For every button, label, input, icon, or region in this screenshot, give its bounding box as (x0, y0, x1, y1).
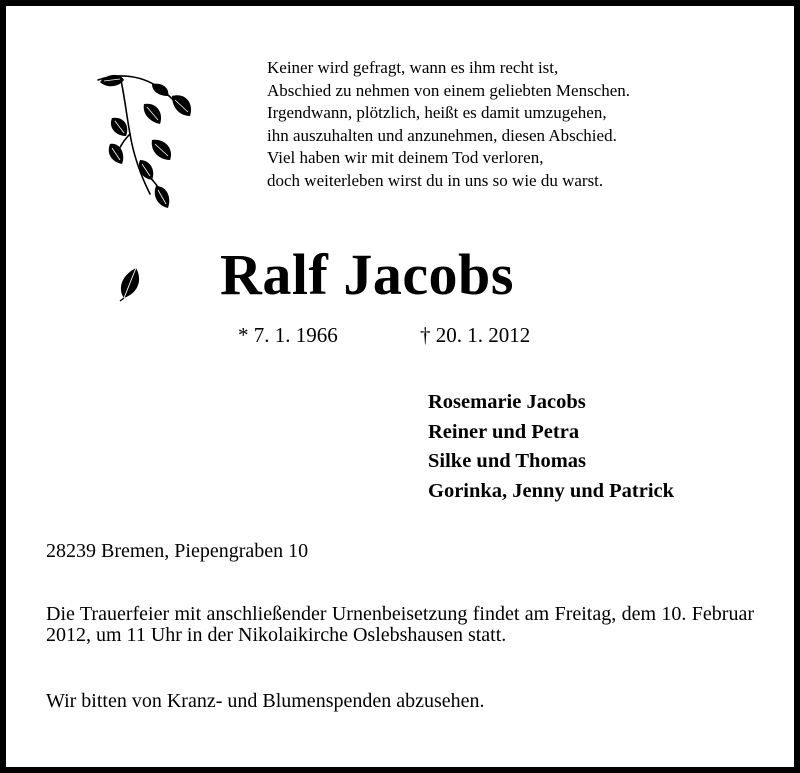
poem-line: doch weiterleben wirst du in uns so wie du warst. (267, 170, 604, 190)
funeral-service-notice: Die Trauerfeier mit anschließender Urnenbeisetzung findet am Freitag, dem 10. Februar 2012, um 11 Uhr in der Nikolaikirche Oslebshausen statt. (46, 603, 754, 646)
mourner-item: Silke und Thomas (428, 450, 587, 472)
birch-branch-icon (90, 62, 200, 222)
falling-leaf-icon (114, 262, 148, 302)
mourner-item: Gorinka, Jenny und Patrick (428, 479, 675, 502)
death-date: † 20. 1. 2012 (420, 323, 531, 347)
family-address: 28239 Bremen, Piepengraben 10 (46, 540, 309, 562)
poem-line: ihn auszuhalten und anzunehmen, diesen Abschied. (267, 125, 617, 145)
poem-line: Abschied zu nehmen von einem geliebten Menschen. (267, 80, 631, 100)
mourner-item: Reiner und Petra (428, 420, 580, 443)
poem-line: Irgendwann, plötzlich, heißt es damit umzugehen, (267, 103, 607, 123)
mourners-list (428, 388, 674, 506)
poem-verse (267, 57, 767, 193)
donation-note: Wir bitten von Kranz- und Blumenspenden abzusehen. (46, 690, 485, 712)
poem-line: Keiner wird gefragt, wann es ihm recht ist, (267, 58, 559, 77)
birth-date: * 7. 1. 1966 (238, 323, 338, 347)
mourner-item: Rosemarie Jacobs (428, 391, 586, 413)
deceased-name: Ralf Jacobs (220, 242, 514, 307)
poem-line: Viel haben wir mit deinem Tod verloren, (267, 148, 544, 168)
